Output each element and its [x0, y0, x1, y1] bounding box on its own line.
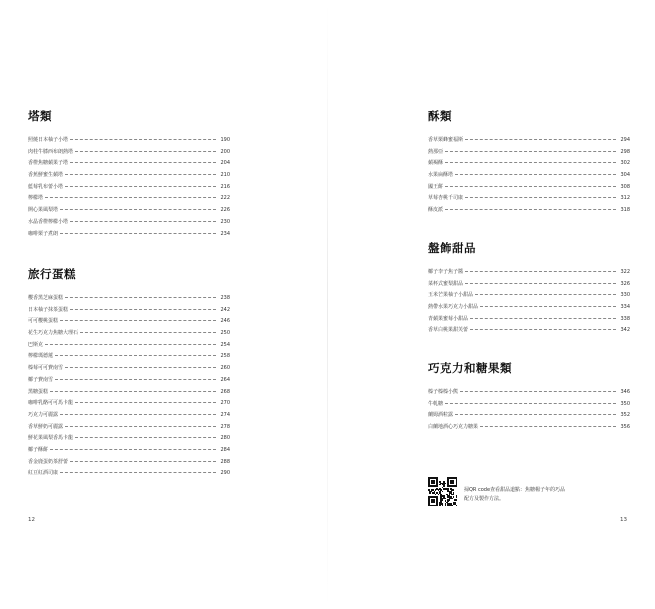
toc-entry [428, 315, 630, 327]
toc-entry [28, 423, 230, 435]
toc-entry-title: 蘭姆酒粒露 [428, 412, 454, 419]
dot-leader [460, 391, 616, 392]
dot-leader [465, 271, 616, 272]
toc-entry-page: 260 [220, 365, 230, 372]
dot-leader [480, 426, 616, 427]
toc-entry-title: 紅豆紅酒司康 [28, 470, 59, 477]
dot-leader [465, 197, 616, 198]
dot-leader [445, 162, 616, 163]
dot-leader [75, 151, 216, 152]
toc-entry-title: 國王餅 [428, 183, 444, 190]
qr-note-line1: 掃QR code查看甜品道點：焦糖楊子年的巧品 [464, 487, 566, 493]
toc-entry-page: 350 [620, 400, 630, 407]
toc-entry-title: 白蘭地酒心巧克力糖果 [428, 424, 479, 431]
toc-entry-title: 酥皮派 [428, 207, 444, 214]
toc-entry-page: 242 [220, 306, 230, 313]
toc-entry [428, 303, 630, 315]
toc-entry [28, 411, 230, 423]
toc-entry [28, 458, 230, 470]
dot-leader [65, 186, 216, 187]
toc-entry-page: 326 [620, 280, 630, 287]
toc-entry-page: 312 [620, 195, 630, 202]
toc-entry-page: 322 [620, 269, 630, 275]
toc-entry-title: 草莓杏桃千司康 [428, 195, 464, 202]
dot-leader [455, 174, 616, 175]
toc-entry-page: 346 [620, 389, 630, 395]
toc-entry-page: 288 [220, 458, 230, 465]
dot-leader [70, 139, 216, 140]
toc-entry [428, 183, 630, 195]
dot-leader [70, 461, 216, 462]
toc-entry [28, 376, 230, 388]
toc-entry [428, 423, 630, 435]
toc-entry-page: 210 [220, 172, 230, 179]
toc-entry [28, 159, 230, 171]
toc-entry-page: 190 [220, 137, 230, 143]
toc-entry [428, 268, 630, 280]
section-heading: 酥類 [428, 109, 452, 123]
toc-entry-title: 熱帶水果巧克力小甜品 [428, 304, 479, 311]
dot-leader [75, 437, 216, 438]
toc-entry-title: 水晶香橙檸檬小塔 [28, 218, 69, 225]
toc-entry [28, 317, 230, 329]
dot-leader [70, 309, 216, 310]
section-heading: 塔類 [28, 109, 52, 123]
page-number-left: 12 [28, 517, 35, 523]
dot-leader [65, 174, 216, 175]
toc-entry [28, 194, 230, 206]
dot-leader [465, 283, 616, 284]
toc-entry-page: 290 [220, 470, 230, 477]
toc-list [428, 268, 630, 338]
toc-entry-title: 玉米芒果柚子小甜品 [428, 292, 474, 299]
toc-entry [28, 148, 230, 160]
dot-leader [445, 403, 616, 404]
toc-entry-title: 香橙焦糖蘋果子塔 [28, 160, 69, 167]
toc-section-pastries [428, 108, 630, 218]
toc-entry [28, 206, 230, 218]
toc-entry [28, 306, 230, 318]
toc-entry-page: 270 [220, 400, 230, 407]
toc-entry-title: 香金鹿蛋奶茶舒蕾 [28, 458, 69, 465]
toc-entry [428, 400, 630, 412]
toc-entry [428, 411, 630, 423]
toc-entry-title: 椰子費南雪 [28, 376, 54, 383]
toc-entry [428, 194, 630, 206]
toc-entry-page: 356 [620, 424, 630, 431]
toc-entry [428, 280, 630, 292]
toc-entry-title: 開心果風梨塔 [28, 207, 59, 214]
toc-entry-title: 香草栗蜂蜜福斯 [428, 137, 464, 143]
page-number-right: 13 [620, 517, 627, 523]
dot-leader [445, 151, 616, 152]
dot-leader [60, 233, 216, 234]
toc-entry-page: 330 [620, 292, 630, 299]
toc-entry [28, 399, 230, 411]
toc-entry-page: 200 [220, 148, 230, 155]
toc-entry-page: 222 [220, 195, 230, 202]
toc-entry [428, 388, 630, 400]
toc-entry-title: 檸檬瑪德蓮 [28, 353, 54, 360]
toc-entry-page: 254 [220, 341, 230, 348]
dot-leader [55, 379, 216, 380]
toc-entry-page: 298 [620, 148, 630, 155]
dot-leader [80, 332, 216, 333]
toc-entry-page: 304 [620, 172, 630, 179]
toc-entry [28, 171, 230, 183]
dot-leader [60, 472, 216, 473]
toc-entry [428, 326, 630, 338]
dot-leader [60, 320, 216, 321]
toc-entry-title: 櫻香黑芝麻蛋糕 [28, 295, 64, 301]
toc-entry-page: 278 [220, 423, 230, 430]
toc-entry-title: 鮮花果風梨香馬卡龍 [28, 435, 74, 442]
toc-section-plated-desserts [428, 240, 630, 338]
toc-entry [28, 329, 230, 341]
toc-entry-title: 香草白桃果甜芙蕾 [428, 327, 469, 334]
toc-entry-page: 352 [620, 412, 630, 419]
toc-entry [28, 341, 230, 353]
toc-entry-page: 302 [620, 160, 630, 167]
dot-leader [65, 426, 216, 427]
dot-leader [65, 367, 216, 368]
toc-entry-page: 264 [220, 376, 230, 383]
toc-list [428, 136, 630, 218]
toc-list [28, 136, 230, 241]
toc-section-chocolate-candy [428, 360, 630, 435]
dot-leader [445, 209, 616, 210]
toc-entry-title: 黑糖蛋糕 [28, 388, 49, 395]
qr-note-line2: 配方及製作方法。 [464, 496, 505, 502]
toc-entry-title: 花生巧克力焦糖大理石 [28, 330, 79, 337]
toc-entry-page: 250 [220, 330, 230, 337]
toc-entry [28, 352, 230, 364]
toc-entry-page: 246 [220, 318, 230, 325]
toc-entry-page: 216 [220, 183, 230, 190]
dot-leader [480, 306, 616, 307]
toc-entry [28, 364, 230, 376]
toc-entry-page: 342 [620, 327, 630, 334]
toc-entry-page: 308 [620, 183, 630, 190]
dot-leader [60, 414, 216, 415]
toc-section-tarts [28, 108, 230, 241]
toc-entry [28, 434, 230, 446]
toc-entry [428, 136, 630, 148]
toc-entry-page: 294 [620, 137, 630, 143]
toc-entry-page: 226 [220, 207, 230, 214]
toc-entry-title: 椰子酥餅 [28, 446, 49, 453]
toc-section-travel-cakes [28, 266, 230, 481]
toc-entry-page: 268 [220, 388, 230, 395]
toc-entry-title: 菜杯式蜜梨甜品 [428, 280, 464, 287]
toc-entry-page: 230 [220, 218, 230, 225]
dot-leader [75, 402, 216, 403]
dot-leader [70, 162, 216, 163]
toc-entry [28, 183, 230, 195]
toc-entry-page: 234 [220, 230, 230, 237]
toc-entry [28, 294, 230, 306]
dot-leader [45, 344, 216, 345]
toc-entry [428, 171, 630, 183]
toc-entry [28, 469, 230, 481]
toc-entry [428, 148, 630, 160]
toc-entry-page: 274 [220, 411, 230, 418]
toc-entry [28, 136, 230, 148]
dot-leader [465, 139, 616, 140]
toc-entry-page: 334 [620, 304, 630, 311]
toc-entry-page: 280 [220, 435, 230, 442]
toc-entry-page: 204 [220, 160, 230, 167]
dot-leader [55, 355, 216, 356]
toc-entry-title: 日本柚子抹茶蛋糕 [28, 306, 69, 313]
qr-code-icon[interactable] [428, 477, 457, 506]
toc-entry-title: 牛軋糖 [428, 400, 444, 407]
toc-entry-title: 香蕉鮮蜜生蘋塔 [28, 172, 64, 179]
toc-entry-page: 258 [220, 353, 230, 360]
toc-entry-title: 榛子榛榛小熊 [428, 389, 459, 395]
dot-leader [50, 449, 216, 450]
right-page [328, 0, 655, 609]
toc-entry [28, 218, 230, 230]
toc-entry [428, 159, 630, 171]
dot-leader [50, 391, 216, 392]
toc-entry-page: 238 [220, 295, 230, 301]
toc-entry-title: 巴斯克 [28, 341, 44, 348]
toc-entry-title: 咖啡乳酪可可馬卡龍 [28, 400, 74, 407]
dot-leader [70, 221, 216, 222]
toc-entry-title: 香草鮮奶可麗露 [28, 423, 64, 430]
toc-entry [428, 291, 630, 303]
toc-entry-title: 椰子李子焦子醬 [428, 269, 464, 275]
left-page [0, 0, 327, 609]
dot-leader [470, 318, 616, 319]
section-heading: 巧克力和糖果類 [428, 361, 512, 375]
toc-list [28, 294, 230, 481]
toc-entry [28, 446, 230, 458]
toc-entry-title: 可可櫻桃蛋糕 [28, 318, 59, 325]
section-heading: 盤飾甜品 [428, 241, 476, 255]
toc-entry [28, 388, 230, 400]
toc-list [428, 388, 630, 435]
dot-leader [60, 209, 216, 210]
toc-entry-title: 蘋褐酥 [428, 160, 444, 167]
dot-leader [475, 294, 616, 295]
toc-entry-title: 照燒日本柚子小塔 [28, 137, 69, 143]
dot-leader [45, 197, 216, 198]
dot-leader [455, 414, 616, 415]
toc-entry-title: 肉桂牛膝西布朗熱塔 [28, 148, 74, 155]
toc-entry-title: 檸檬塔 [28, 195, 44, 202]
qr-note [428, 477, 565, 506]
toc-entry-title: 咖啡栗子煮朗 [28, 230, 59, 237]
dot-leader [65, 297, 216, 298]
dot-leader [445, 186, 616, 187]
toc-entry-page: 338 [620, 315, 630, 322]
toc-entry-title: 水果扁酥塔 [428, 172, 454, 179]
toc-entry-title: 藍莓乳布蕾小塔 [28, 183, 64, 190]
toc-entry-title: 青蘋果蜜莓小甜品 [428, 315, 469, 322]
dot-leader [470, 329, 616, 330]
toc-entry-page: 318 [620, 207, 630, 214]
toc-entry [428, 206, 630, 218]
toc-entry [28, 230, 230, 242]
toc-entry-title: 榛莓可可費南雪 [28, 365, 64, 372]
toc-entry-title: 熱那亞 [428, 148, 444, 155]
section-heading: 旅行蛋糕 [28, 267, 76, 281]
toc-entry-title: 巧克力可麗露 [28, 411, 59, 418]
toc-entry-page: 284 [220, 446, 230, 453]
